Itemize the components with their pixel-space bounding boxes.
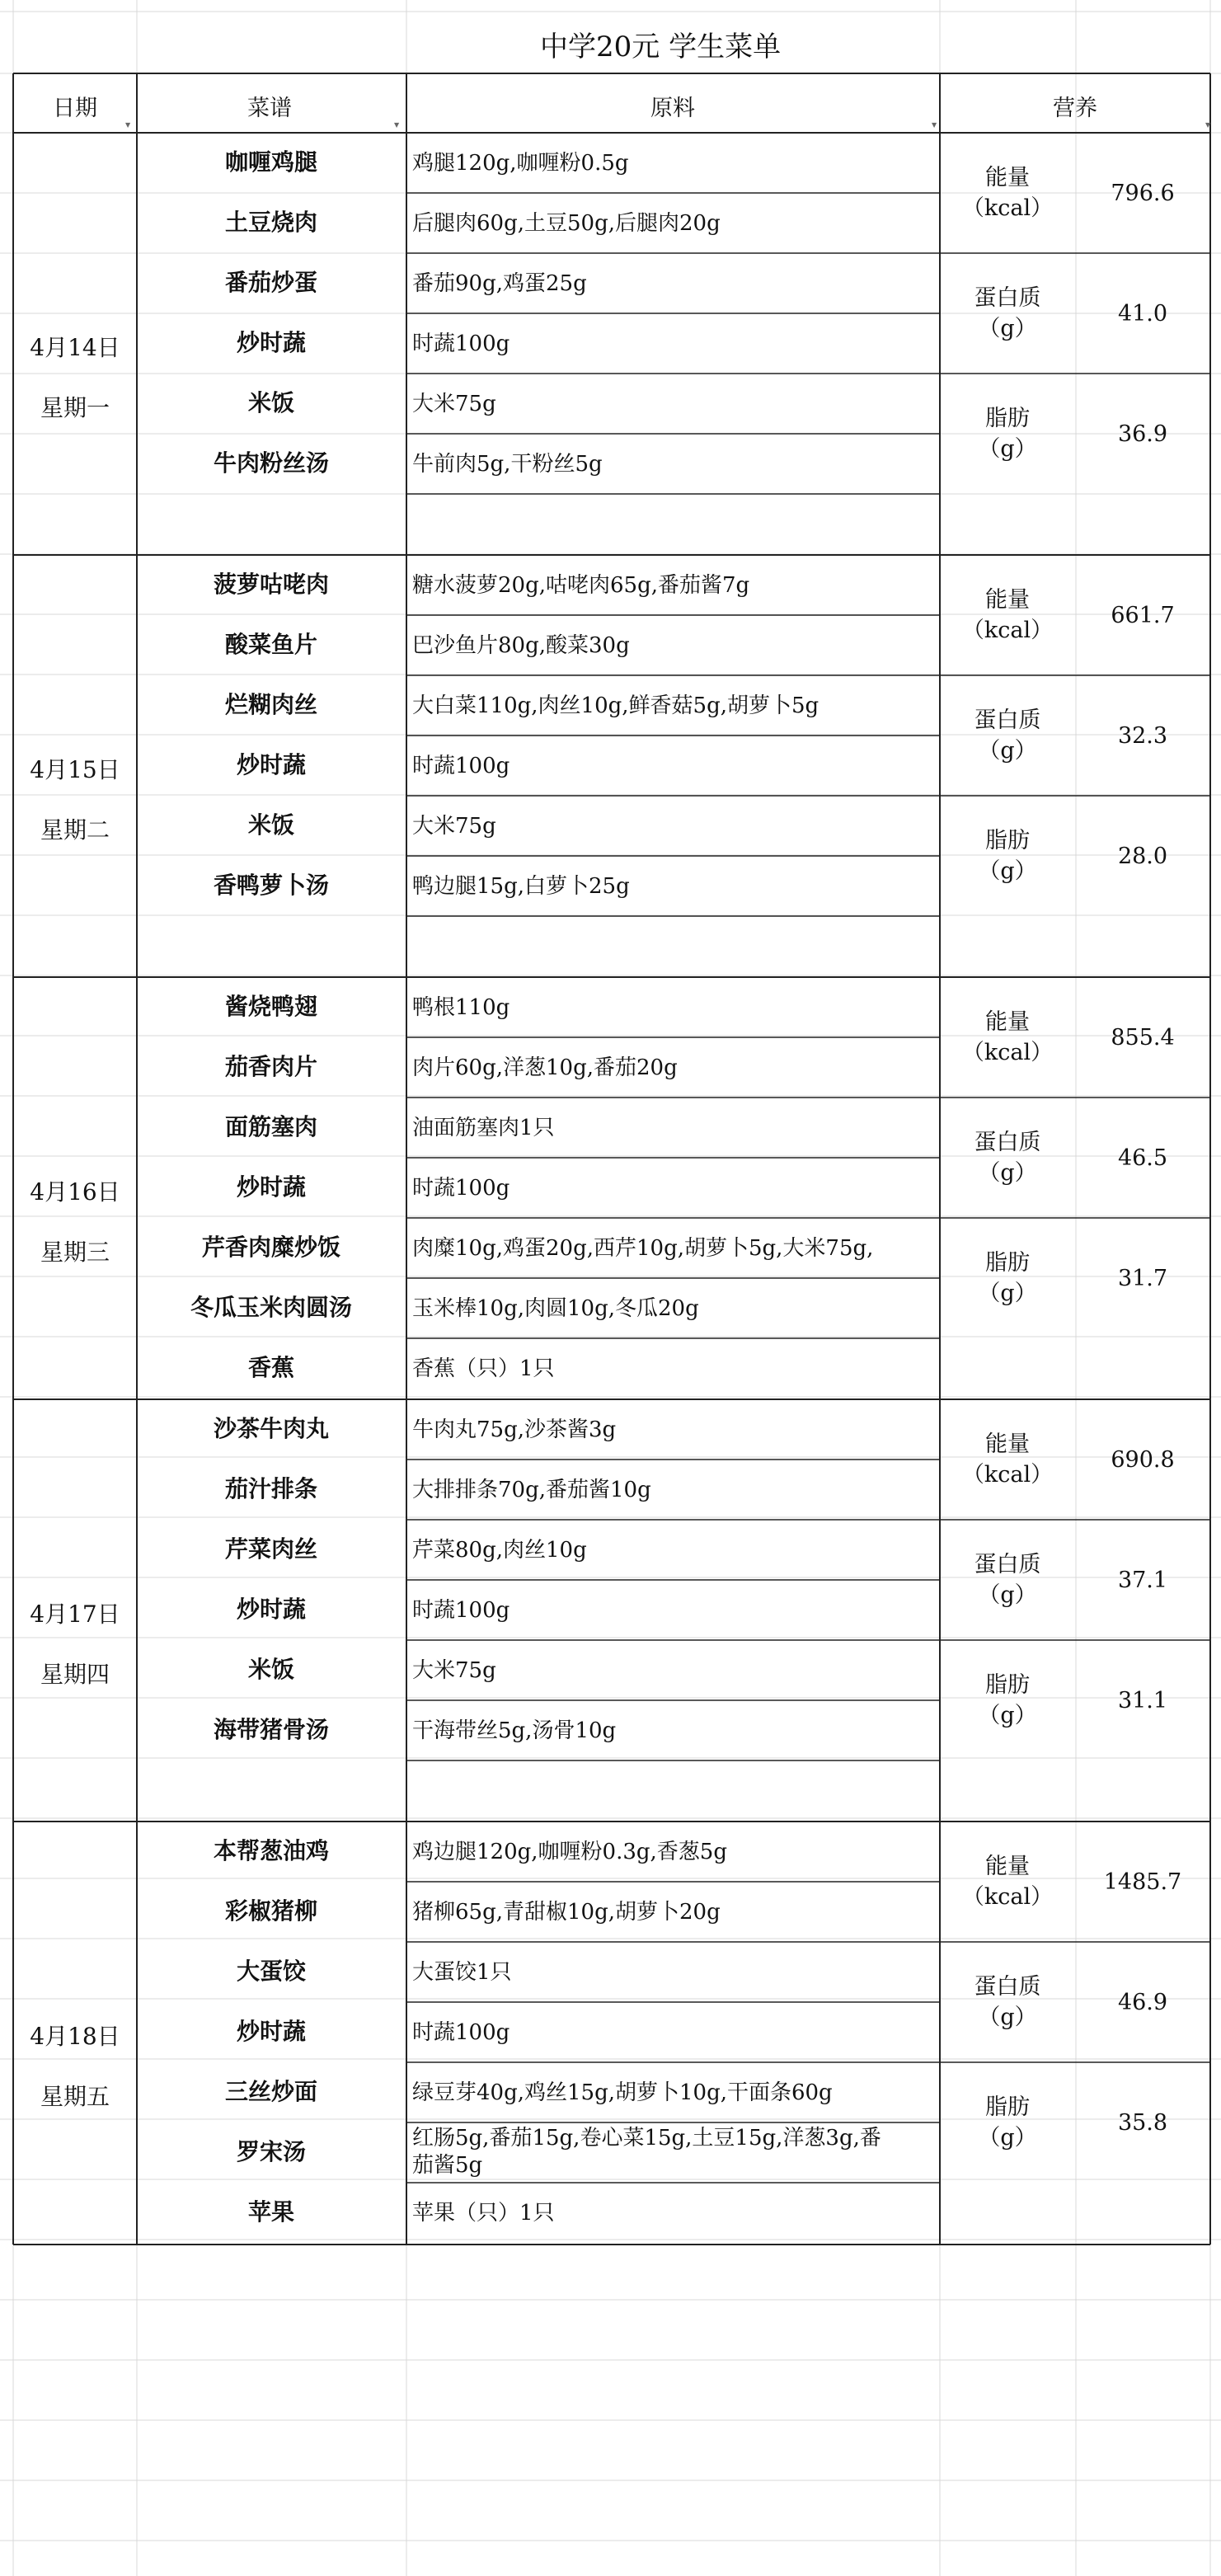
dish-ingredients: 时蔬100g — [412, 1176, 510, 1201]
nutrient-label: （g） — [978, 738, 1037, 764]
nutrient-value: 46.5 — [1117, 1145, 1168, 1171]
dish-name: 米饭 — [247, 811, 295, 839]
day-weekday: 星期二 — [40, 816, 110, 844]
dish-name: 咖喱鸡腿 — [224, 148, 318, 176]
header-nutrition: 营养 — [1053, 96, 1097, 121]
filter-dropdown-icon[interactable]: ▼ — [1205, 121, 1211, 129]
nutrient-label: （g） — [978, 1582, 1037, 1608]
dish-ingredients: 时蔬100g — [412, 754, 510, 778]
dish-name: 大蛋饺 — [236, 1958, 307, 1985]
nutrient-label: 脂肪 — [985, 1672, 1030, 1698]
dish-ingredients: 茄酱5g — [412, 2153, 483, 2178]
filter-dropdown-icon[interactable]: ▼ — [932, 121, 937, 129]
nutrient-label: （g） — [978, 1281, 1037, 1306]
nutrient-label: （g） — [978, 2005, 1037, 2030]
dish-name: 牛肉粉丝汤 — [213, 449, 330, 477]
dish-name: 烂糊肉丝 — [224, 691, 318, 718]
nutrient-label: （g） — [978, 858, 1037, 884]
nutrient-value: 661.7 — [1111, 603, 1175, 628]
dish-name: 苹果 — [247, 2198, 295, 2226]
dish-name: 番茄炒蛋 — [224, 269, 318, 296]
filter-dropdown-icon[interactable]: ▼ — [394, 121, 400, 129]
nutrient-label: 能量 — [985, 1431, 1030, 1457]
nutrient-label: （g） — [978, 1160, 1037, 1186]
day-date: 4月14日 — [30, 334, 120, 361]
nutrient-label: 能量 — [985, 1009, 1030, 1035]
dish-ingredients: 绿豆芽40g,鸡丝15g,胡萝卜10g,干面条60g — [412, 2080, 833, 2105]
dish-ingredients: 巴沙鱼片80g,酸菜30g — [412, 633, 630, 658]
dish-name: 芹菜肉丝 — [224, 1535, 318, 1563]
dish-name: 酸菜鱼片 — [224, 631, 318, 658]
nutrient-label: （g） — [978, 436, 1037, 462]
dish-ingredients: 鸭根110g — [412, 995, 510, 1020]
nutrient-label: 能量 — [985, 1854, 1030, 1879]
nutrient-value: 31.1 — [1117, 1688, 1168, 1713]
dish-name: 酱烧鸭翅 — [224, 993, 318, 1020]
nutrient-label: （kcal） — [961, 1040, 1054, 1065]
dish-ingredients: 苹果（只）1只 — [412, 2201, 555, 2226]
dish-ingredients: 牛前肉5g,干粉丝5g — [412, 452, 603, 477]
dish-ingredients: 干海带丝5g,汤骨10g — [412, 1718, 617, 1743]
dish-ingredients: 鸡腿120g,咖喱粉0.5g — [412, 151, 629, 176]
day-weekday: 星期一 — [40, 394, 110, 421]
dish-ingredients: 红肠5g,番茄15g,卷心菜15g,土豆15g,洋葱3g,番 — [412, 2126, 881, 2151]
dish-name: 罗宋汤 — [236, 2138, 307, 2165]
dish-name: 炒时蔬 — [236, 2018, 307, 2045]
nutrient-label: （g） — [978, 316, 1037, 341]
nutrient-value: 31.7 — [1117, 1266, 1168, 1291]
dish-ingredients: 鸭边腿15g,白萝卜25g — [412, 874, 630, 899]
nutrient-label: （kcal） — [961, 1462, 1054, 1488]
nutrient-label: 蛋白质 — [974, 1974, 1041, 2000]
dish-name: 彩椒猪柳 — [224, 1897, 318, 1925]
dish-name: 米饭 — [247, 1656, 295, 1683]
day-date: 4月18日 — [30, 2023, 120, 2050]
day-date: 4月17日 — [30, 1601, 120, 1628]
nutrient-value: 690.8 — [1111, 1447, 1175, 1473]
nutrient-value: 41.0 — [1117, 301, 1168, 327]
nutrient-value: 37.1 — [1117, 1568, 1168, 1593]
dish-name: 炒时蔬 — [236, 1173, 307, 1201]
nutrient-value: 35.8 — [1117, 2110, 1168, 2136]
dish-name: 三丝炒面 — [224, 2078, 318, 2105]
nutrient-value: 1485.7 — [1103, 1869, 1182, 1895]
header-dish: 菜谱 — [247, 96, 292, 121]
nutrient-value: 28.0 — [1117, 844, 1168, 869]
dish-ingredients: 玉米棒10g,肉圆10g,冬瓜20g — [412, 1296, 699, 1321]
nutrient-label: 脂肪 — [985, 1250, 1030, 1276]
nutrient-label: （g） — [978, 2125, 1037, 2151]
dish-ingredients: 糖水菠萝20g,咕咾肉65g,番茄酱7g — [412, 573, 750, 598]
dish-ingredients: 油面筋塞肉1只 — [412, 1116, 555, 1140]
dish-name: 香蕉 — [247, 1354, 295, 1381]
dish-name: 沙茶牛肉丸 — [213, 1415, 330, 1442]
nutrient-label: （g） — [978, 1703, 1037, 1728]
dish-name: 米饭 — [247, 389, 295, 416]
dish-name: 本帮葱油鸡 — [213, 1837, 330, 1864]
dish-ingredients: 鸡边腿120g,咖喱粉0.3g,香葱5g — [412, 1840, 727, 1864]
header-date: 日期 — [53, 96, 97, 121]
dish-name: 炒时蔬 — [236, 751, 307, 778]
day-weekday: 星期四 — [40, 1661, 110, 1688]
dish-ingredients: 香蕉（只）1只 — [412, 1356, 555, 1381]
nutrient-label: 能量 — [985, 587, 1030, 613]
nutrient-label: 蛋白质 — [974, 1552, 1041, 1577]
header-ingredients: 原料 — [650, 96, 695, 121]
dish-ingredients: 后腿肉60g,土豆50g,后腿肉20g — [412, 211, 721, 236]
nutrient-label: （kcal） — [961, 618, 1054, 643]
filter-dropdown-icon[interactable]: ▼ — [125, 121, 131, 129]
day-weekday: 星期三 — [40, 1239, 110, 1266]
nutrient-label: （kcal） — [961, 195, 1054, 221]
nutrient-value: 796.6 — [1111, 181, 1175, 206]
nutrient-label: 蛋白质 — [974, 285, 1041, 311]
dish-ingredients: 时蔬100g — [412, 2020, 510, 2045]
dish-name: 海带猪骨汤 — [213, 1716, 330, 1743]
dish-name: 香鸭萝卜汤 — [213, 872, 330, 899]
dish-ingredients: 大米75g — [412, 1658, 496, 1683]
nutrient-value: 46.9 — [1117, 1990, 1168, 2015]
nutrient-label: 蛋白质 — [974, 1130, 1041, 1155]
nutrient-value: 855.4 — [1111, 1025, 1175, 1051]
dish-ingredients: 时蔬100g — [412, 331, 510, 356]
nutrient-label: 脂肪 — [985, 406, 1030, 431]
dish-ingredients: 肉片60g,洋葱10g,番茄20g — [412, 1055, 678, 1080]
dish-ingredients: 肉糜10g,鸡蛋20g,西芹10g,胡萝卜5g,大米75g, — [412, 1236, 874, 1261]
dish-name: 冬瓜玉米肉圆汤 — [190, 1294, 353, 1321]
dish-name: 面筋塞肉 — [224, 1113, 318, 1140]
sheet-title: 中学20元 学生菜单 — [540, 31, 782, 63]
dish-name: 茄香肉片 — [224, 1053, 318, 1080]
nutrient-label: 蛋白质 — [974, 707, 1041, 733]
dish-ingredients: 大白菜110g,肉丝10g,鲜香菇5g,胡萝卜5g — [412, 693, 819, 718]
dish-ingredients: 大米75g — [412, 814, 496, 839]
nutrient-value: 32.3 — [1117, 723, 1168, 749]
dish-ingredients: 芹菜80g,肉丝10g — [412, 1538, 587, 1563]
dish-name: 芹香肉糜炒饭 — [201, 1234, 341, 1261]
dish-name: 茄汁排条 — [224, 1475, 318, 1502]
dish-name: 菠萝咕咾肉 — [213, 571, 330, 598]
nutrient-value: 36.9 — [1117, 421, 1168, 447]
dish-ingredients: 大米75g — [412, 392, 496, 416]
nutrient-label: （kcal） — [961, 1884, 1054, 1910]
day-date: 4月15日 — [30, 756, 120, 783]
dish-name: 炒时蔬 — [236, 1596, 307, 1623]
dish-ingredients: 时蔬100g — [412, 1598, 510, 1623]
dish-ingredients: 大排排条70g,番茄酱10g — [412, 1478, 651, 1502]
dish-name: 土豆烧肉 — [224, 209, 318, 236]
nutrient-label: 脂肪 — [985, 2094, 1030, 2120]
day-date: 4月16日 — [30, 1178, 120, 1206]
dish-name: 炒时蔬 — [236, 329, 307, 356]
day-weekday: 星期五 — [40, 2083, 110, 2110]
dish-ingredients: 大蛋饺1只 — [412, 1960, 512, 1985]
nutrient-label: 能量 — [985, 165, 1030, 190]
nutrient-label: 脂肪 — [985, 828, 1030, 853]
dish-ingredients: 番茄90g,鸡蛋25g — [412, 271, 587, 296]
dish-ingredients: 牛肉丸75g,沙茶酱3g — [412, 1417, 617, 1442]
dish-ingredients: 猪柳65g,青甜椒10g,胡萝卜20g — [412, 1900, 721, 1925]
